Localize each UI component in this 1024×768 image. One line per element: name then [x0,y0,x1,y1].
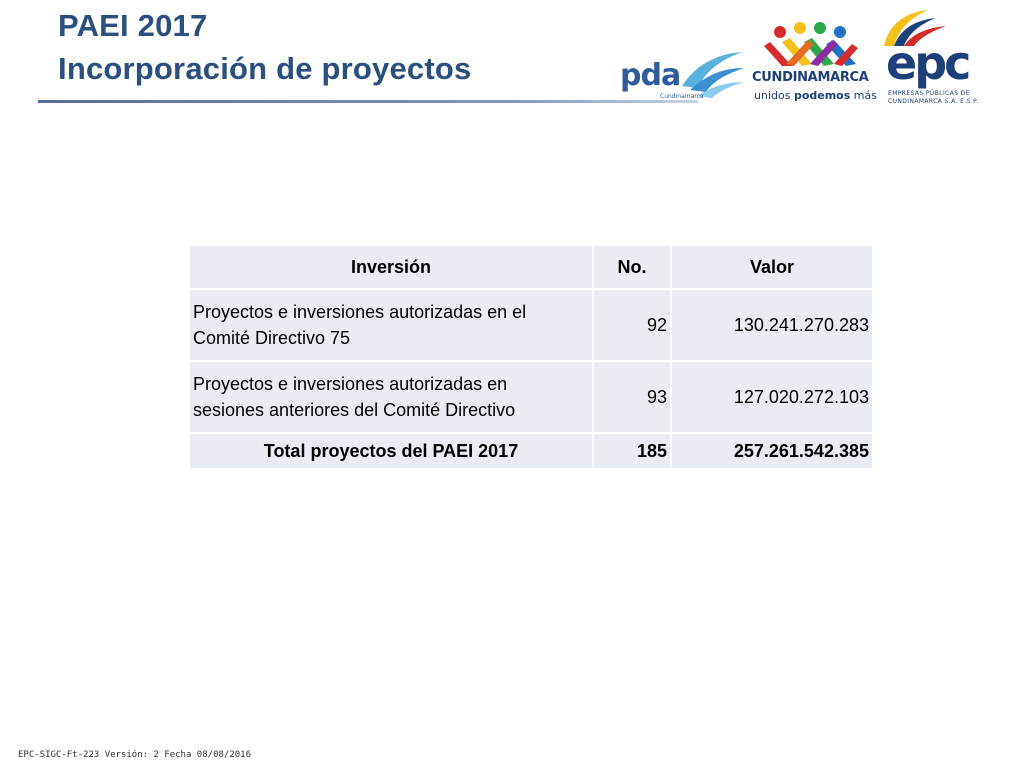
tagline-part-2: podemos [793,89,851,102]
total-label: Total proyectos del PAEI 2017 [189,433,593,469]
title-underline [38,100,698,103]
footer-document-code: EPC-SIGC-Ft-223 Versión: 2 Fecha 08/08/2016 [18,750,251,760]
table-total-row [189,433,873,469]
cundinamarca-logo-text: CUNDINAMARCA [752,70,869,85]
cell-valor: 127.020.272.103 [671,361,873,433]
table-header-row [189,245,873,289]
cundinamarca-logo [752,20,878,106]
header-inversion: Inversión [189,245,593,289]
cell-no: 93 [593,361,671,433]
table-row [189,289,873,361]
cell-inversion [189,361,593,433]
title-line-2: Incorporación de proyectos [58,51,472,86]
header-no: No. [593,245,671,289]
projects-table [188,244,874,470]
tagline-part-3: más [850,89,877,102]
pda-logo [620,46,745,104]
epc-logo-text: epc [886,36,969,90]
cundinamarca-emblem-icon [752,20,878,70]
page-title [58,4,471,90]
cell-valor: 130.241.270.283 [671,289,873,361]
header-valor: Valor [671,245,873,289]
table-row [189,361,873,433]
pda-logo-subtext: Cundinamarca [660,93,704,100]
pda-logo-text: pda [620,58,681,93]
title-line-1: PAEI 2017 [58,8,208,43]
cell-inversion-line-1: Proyectos e inversiones autorizadas en el [193,302,527,322]
cell-inversion-line-2: Comité Directivo 75 [193,328,351,348]
cundinamarca-tagline [754,89,877,102]
cell-inversion-line-1: Proyectos e inversiones autorizadas en [193,374,508,394]
total-valor: 257.261.542.385 [671,433,873,469]
epc-logo-subtext-2: CUNDINAMARCA S.A. E.S.P. [888,98,979,105]
cell-no: 92 [593,289,671,361]
epc-logo-subtext-1: EMPRESAS PÚBLICAS DE [888,90,970,97]
cell-inversion [189,289,593,361]
epc-logo [880,8,992,108]
cell-inversion-line-2: sesiones anteriores del Comité Directivo [193,400,516,420]
tagline-part-1: unidos [754,89,794,102]
total-no: 185 [593,433,671,469]
